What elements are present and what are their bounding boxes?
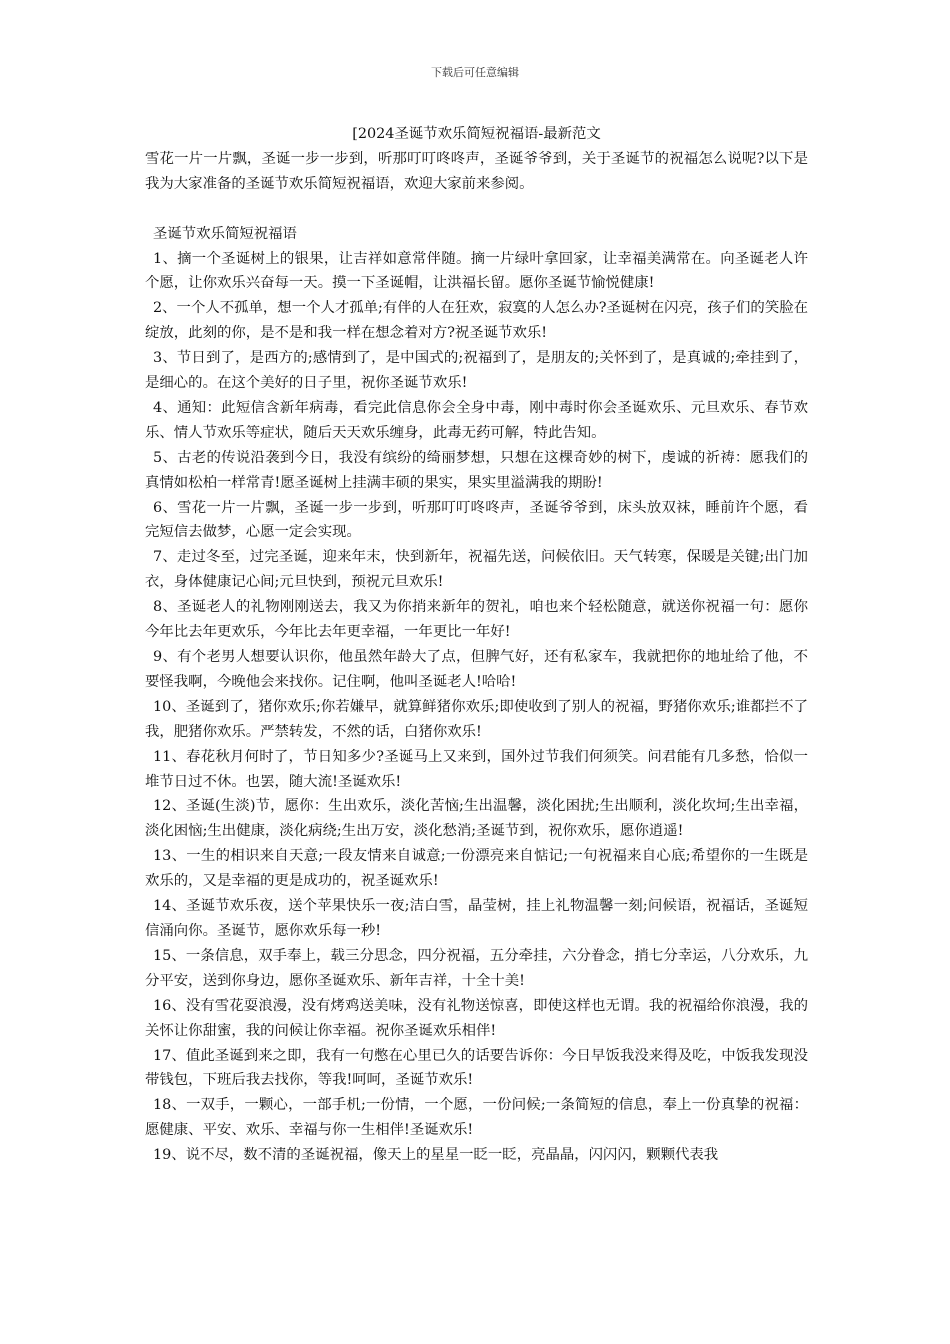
header-note: 下载后可任意编辑 xyxy=(431,66,519,79)
document-title: [2024圣诞节欢乐简短祝福语-最新范文 xyxy=(352,126,601,142)
greeting-item: 16、没有雪花耍浪漫，没有烤鸡送美味，没有礼物送惊喜，即使这样也无谓。我的祝福给你浪漫，我的关怀让你甜蜜，我的问候让你幸福。祝你圣诞欢乐相伴! xyxy=(145,997,808,1039)
greeting-item: 18、一双手，一颗心，一部手机;一份情，一个愿，一份问候;一条简短的信息，奉上一份真挚的祝福：愿健康、平安、欢乐、幸福与你一生相伴!圣诞欢乐! xyxy=(145,1097,808,1139)
greeting-item: 19、说不尽，数不清的圣诞祝福，像天上的星星一眨一眨，亮晶晶，闪闪闪，颗颗代表我 xyxy=(153,1147,719,1164)
greeting-item: 6、雪花一片一片飘，圣诞一步一步到，听那叮叮咚咚声，圣诞爷爷到，床头放双袜，睡前许个愿，看完短信去做梦，心愿一定会实现。 xyxy=(145,499,808,541)
intro-paragraph: 雪花一片一片飘，圣诞一步一步到，听那叮叮咚咚声，圣诞爷爷到，关于圣诞节的祝福怎么说呢?以下是我为大家准备的圣诞节欢乐简短祝福语，欢迎大家前来参阅。 xyxy=(145,150,808,192)
greeting-item: 15、一条信息，双手奉上，载三分思念，四分祝福，五分牵挂，六分眷念，捎七分幸运，八分欢乐，九分平安，送到你身边，愿你圣诞欢乐、新年吉祥，十全十美! xyxy=(145,947,808,989)
section-heading: 圣诞节欢乐简短祝福语 xyxy=(153,225,297,242)
greeting-item: 8、圣诞老人的礼物刚刚送去，我又为你捎来新年的贺礼，咱也来个轻松随意，就送你祝福一句：愿你今年比去年更欢乐，今年比去年更幸福，一年更比一年好! xyxy=(145,599,808,641)
greeting-item: 2、一个人不孤单，想一个人才孤单;有伴的人在狂欢，寂寞的人怎么办?圣诞树在闪亮，孩子们的笑脸在绽放，此刻的你，是不是和我一样在想念着对方?祝圣诞节欢乐! xyxy=(145,300,808,342)
greeting-item: 9、有个老男人想要认识你，他虽然年龄大了点，但脾气好，还有私家车，我就把你的地址给了他，不要怪我啊，今晚他会来找你。记住啊，他叫圣诞老人!哈哈! xyxy=(145,649,808,690)
greeting-item: 11、春花秋月何时了，节日知多少?圣诞马上又来到，国外过节我们何须笑。问君能有几多愁，恰似一堆节日过不休。也罢，随大流!圣诞欢乐! xyxy=(145,748,808,790)
greeting-item: 10、圣诞到了，猪你欢乐;你若嫌早，就算鲜猪你欢乐;即使收到了别人的祝福，野猪你欢乐;谁都拦不了我，肥猪你欢乐。严禁转发，不然的话，白猪你欢乐! xyxy=(145,698,808,740)
blank-line xyxy=(145,197,808,222)
greeting-item: 3、节日到了，是西方的;感情到了，是中国式的;祝福到了，是朋友的;关怀到了，是真诚的;牵挂到了，是细心的。在这个美好的日子里，祝你圣诞节欢乐! xyxy=(145,350,808,392)
greeting-item: 7、走过冬至，过完圣诞，迎来年末，快到新年，祝福先送，问候依旧。天气转寒，保暖是关键;出门加衣，身体健康记心间;元旦快到，预祝元旦欢乐! xyxy=(145,549,808,591)
greeting-item: 4、通知：此短信含新年病毒，看完此信息你会全身中毒，刚中毒时你会圣诞欢乐、元旦欢乐、春节欢乐、情人节欢乐等症状，随后天天欢乐缠身，此毒无药可解，特此告知。 xyxy=(145,399,808,441)
document-body xyxy=(145,122,808,1168)
greeting-item: 5、古老的传说沿袭到今日，我没有缤纷的绮丽梦想，只想在这棵奇妙的树下，虔诚的祈祷：愿我们的真情如松柏一样常青!愿圣诞树上挂满丰硕的果实，果实里溢满我的期盼! xyxy=(145,449,808,491)
greeting-item: 1、摘一个圣诞树上的银果，让吉祥如意常伴随。摘一片绿叶拿回家，让幸福美满常在。向圣诞老人许个愿，让你欢乐兴奋每一天。摸一下圣诞帽，让洪福长留。愿你圣诞节愉悦健康! xyxy=(145,250,808,292)
greeting-item: 12、圣诞(生淡)节，愿你：生出欢乐，淡化苦恼;生出温馨，淡化困扰;生出顺利，淡化坎坷;生出幸福，淡化困恼;生出健康，淡化病绕;生出万安，淡化愁消;圣诞节到，祝你欢乐，愿你逍遥! xyxy=(145,798,808,840)
greeting-item: 13、一生的相识来自天意;一段友情来自诚意;一份漂亮来自惦记;一句祝福来自心底;希望你的一生既是欢乐的，又是幸福的更是成功的，祝圣诞欢乐! xyxy=(145,848,808,890)
greeting-item: 14、圣诞节欢乐夜，送个苹果快乐一夜;洁白雪，晶莹树，挂上礼物温馨一刻;问候语，祝福话，圣诞短信涌向你。圣诞节，愿你欢乐每一秒! xyxy=(145,898,808,939)
greeting-item: 17、值此圣诞到来之即，我有一句憋在心里已久的话要告诉你：今日早饭我没来得及吃，中饭我发现没带钱包，下班后我去找你，等我!呵呵，圣诞节欢乐! xyxy=(145,1047,808,1089)
